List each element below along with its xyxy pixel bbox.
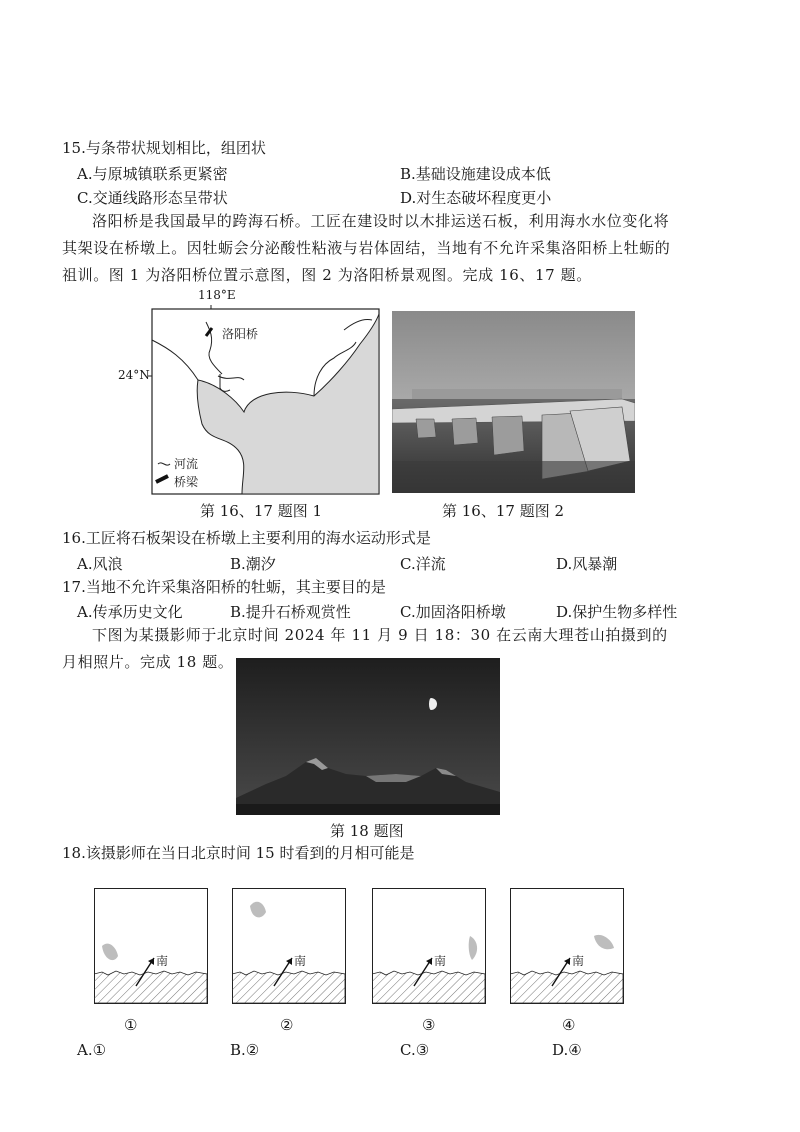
moon-phase-panel-2 bbox=[232, 888, 346, 1004]
fig1-caption: 第 16、17 题图 1 bbox=[200, 502, 323, 520]
legend-bridge-label: 桥梁 bbox=[174, 475, 199, 489]
q18-option-a: A.① bbox=[77, 1041, 107, 1059]
longitude-label: 118°E bbox=[198, 288, 236, 302]
south-label: 南 bbox=[434, 954, 447, 968]
latitude-label: 24°N bbox=[118, 368, 150, 382]
figure-18-moon-photo bbox=[236, 658, 500, 815]
q18-option-b: B.② bbox=[230, 1041, 260, 1059]
moon-phase-panel-3 bbox=[372, 888, 486, 1004]
q17-option-c: C.加固洛阳桥墩 bbox=[400, 603, 506, 621]
q15-option-b: B.基础设施建设成本低 bbox=[400, 165, 551, 183]
q15-stem: 15.与条带状规划相比，组团状 bbox=[62, 139, 266, 157]
south-label: 南 bbox=[572, 954, 585, 968]
q16-option-c: C.洋流 bbox=[400, 555, 446, 573]
q18-option-d: D.④ bbox=[552, 1041, 582, 1059]
q17-option-b: B.提升石桥观赏性 bbox=[230, 603, 351, 621]
q16-stem: 16.工匠将石板架设在桥墩上主要利用的海水运动形式是 bbox=[62, 529, 431, 547]
fig18-caption: 第 18 题图 bbox=[330, 822, 404, 840]
q17-option-a: A.传承历史文化 bbox=[77, 603, 183, 621]
figure-1-map bbox=[118, 288, 388, 497]
q16-option-d: D.风暴潮 bbox=[556, 555, 618, 573]
fig2-caption: 第 16、17 题图 2 bbox=[442, 502, 565, 520]
q17-stem: 17.当地不允许采集洛阳桥的牡蛎，其主要目的是 bbox=[62, 578, 386, 596]
q15-option-c: C.交通线路形态呈带状 bbox=[77, 189, 228, 207]
moon-phase-panel-4 bbox=[510, 888, 624, 1004]
q18-stem: 18.该摄影师在当日北京时间 15 时看到的月相可能是 bbox=[62, 844, 415, 862]
panel-number-1: ① bbox=[124, 1016, 138, 1034]
passage-18: 下图为某摄影师于北京时间 2024 年 11 月 9 日 18：30 在云南大理苍山拍摄到的月相照片。完成 18 题。 bbox=[62, 626, 668, 671]
q16-option-b: B.潮汐 bbox=[230, 555, 276, 573]
moon-phase-panel-1 bbox=[94, 888, 208, 1004]
q16-option-a: A.风浪 bbox=[77, 555, 123, 573]
panel-number-2: ② bbox=[280, 1016, 294, 1034]
bridge-label: 洛阳桥 bbox=[222, 327, 259, 341]
passage-16-17: 洛阳桥是我国最早的跨海石桥。工匠在建设时以木排运送石板，利用海水水位变化将其架设在桥墩上。因牡蛎会分泌酸性粘液与岩体固结，当地有不允许采集洛阳桥上牡蛎的祖训。图 1 为洛阳桥位置示意图，图 2 为洛阳桥景观图。完成 16、17 题。 bbox=[62, 212, 671, 284]
south-label: 南 bbox=[156, 954, 169, 968]
south-label: 南 bbox=[294, 954, 307, 968]
panel-number-3: ③ bbox=[422, 1016, 436, 1034]
q15-option-d: D.对生态破坏程度更小 bbox=[400, 189, 552, 207]
panel-number-4: ④ bbox=[562, 1016, 576, 1034]
legend-river-label: 河流 bbox=[174, 457, 199, 471]
q15-option-a: A.与原城镇联系更紧密 bbox=[77, 165, 228, 183]
figure-2-bridge-photo bbox=[392, 311, 635, 493]
q18-option-c: C.③ bbox=[400, 1041, 430, 1059]
q17-option-d: D.保护生物多样性 bbox=[556, 603, 678, 621]
